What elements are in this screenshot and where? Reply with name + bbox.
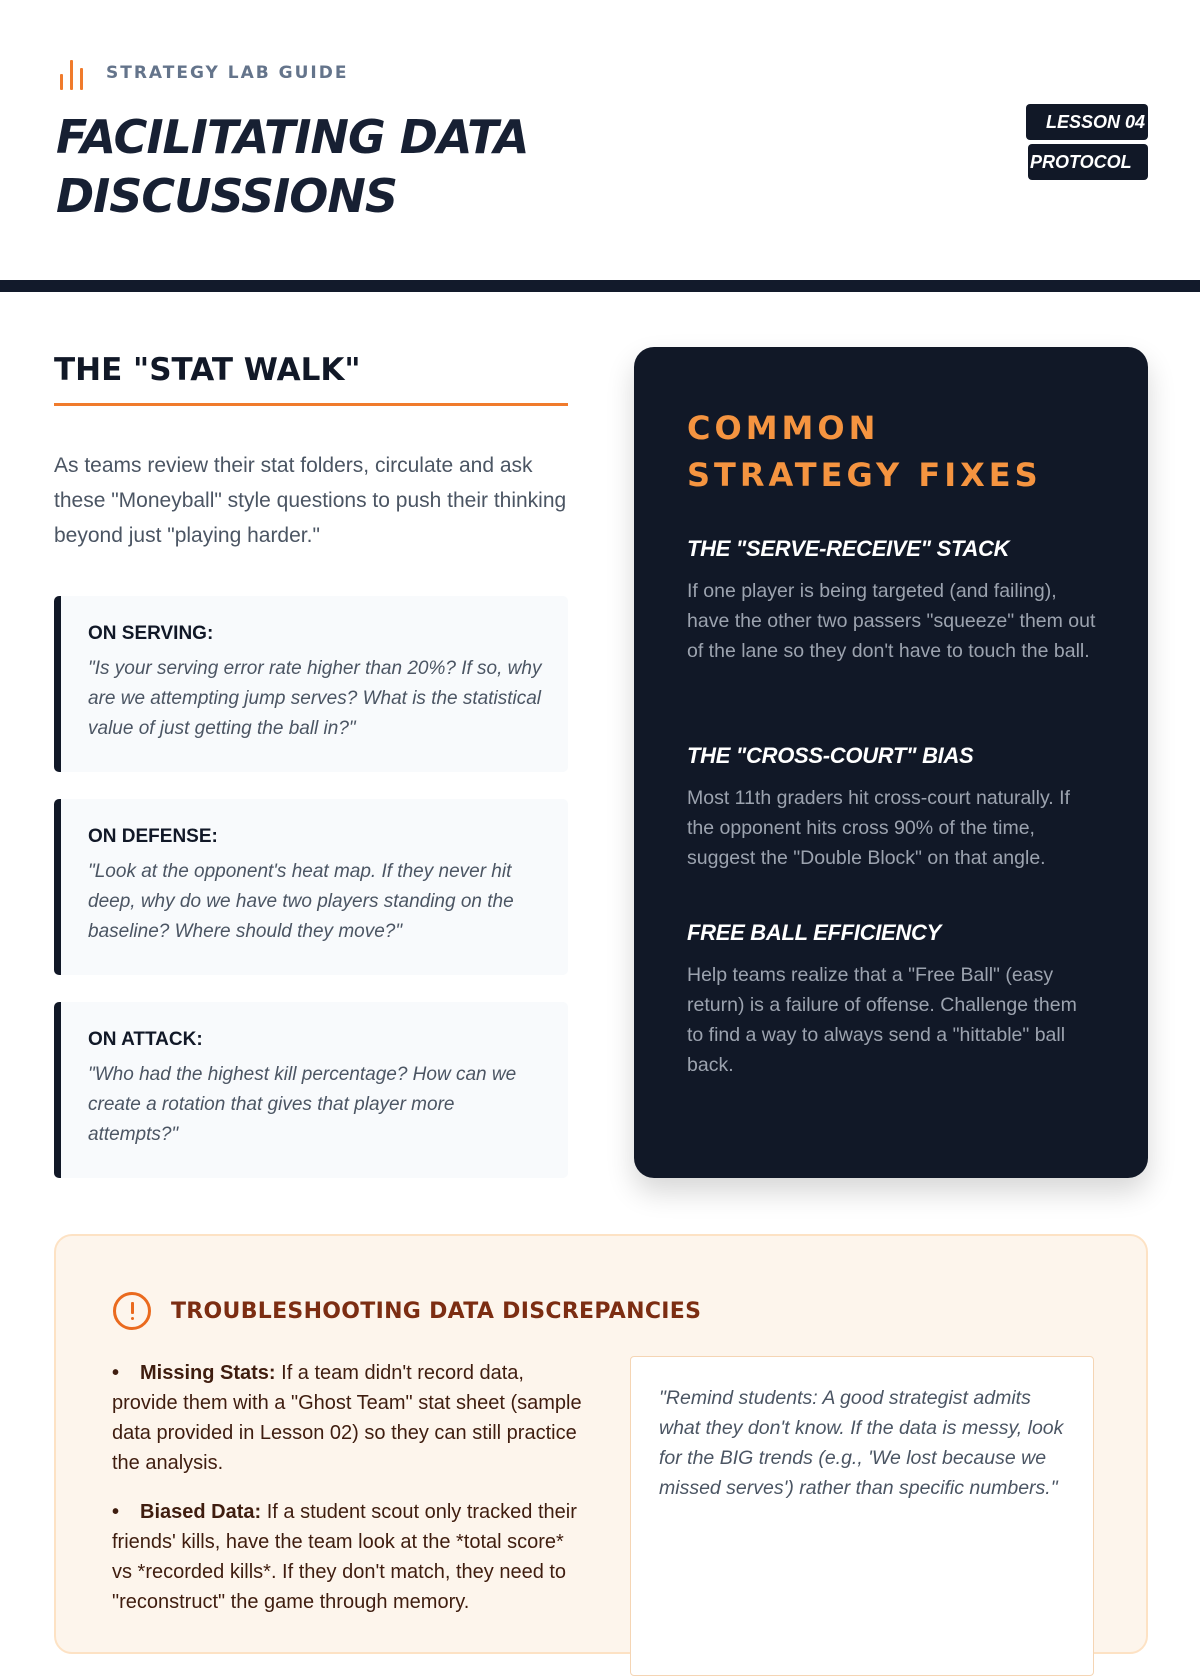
lesson-badges (1026, 104, 1148, 184)
fixes-title-line-1: COMMON (687, 409, 880, 447)
question-label: ON DEFENSE: (88, 826, 218, 847)
fix-title: FREE BALL EFFICIENCY (687, 920, 941, 945)
question-label: ON ATTACK: (88, 1029, 203, 1050)
fix-text: Help teams realize that a "Free Ball" (easy return) is a failure of offense. Challenge them to find a way to always send a "hittable" ball back. (687, 964, 1077, 1076)
strategy-fixes-title (687, 405, 1096, 499)
troubleshooting-header (113, 1292, 701, 1330)
question-text: "Who had the highest kill percentage? How can we create a rotation that gives that player more attempts?" (88, 1064, 517, 1145)
troubleshooting-section (54, 1234, 1148, 1654)
fix-item (687, 534, 1097, 666)
item-label: Biased Data: (140, 1501, 262, 1523)
fix-text: If one player is being targeted (and failing), have the other two passers "squeeze" them out of the lane so they don't have to touch the ball. (687, 580, 1096, 662)
lesson-badge: LESSON 04 (1026, 104, 1148, 140)
question-card-serving (54, 596, 568, 772)
question-text: "Look at the opponent's heat map. If they never hit deep, why do we have two players standing on the baseline? Where should they move?" (88, 861, 514, 942)
question-text: "Is your serving error rate higher than 20%? If so, why are we attempting jump serves? What is the statistical value of just getting the ball in?" (88, 658, 542, 739)
strategy-fixes-panel (634, 347, 1148, 1178)
stat-walk-title: THE "STAT WALK" (54, 340, 568, 406)
troubleshooting-title: TROUBLESHOOTING DATA DISCREPANCIES (171, 1298, 702, 1324)
fix-title: THE "SERVE-RECEIVE" STACK (687, 536, 1010, 561)
troubleshooting-list (112, 1358, 582, 1636)
page-title (56, 108, 529, 226)
fix-item (687, 741, 1097, 873)
protocol-badge: PROTOCOL (1028, 144, 1148, 180)
stat-walk-section (54, 340, 568, 553)
reminder-quote: "Remind students: A good strategist admits what they don't know. If the data is messy, look for the BIG trends (e.g., 'We lost because we missed serves') rather than specific numbers." (630, 1356, 1094, 1676)
bar-chart-icon (58, 56, 90, 90)
title-line-1: FACILITATING DATA (56, 110, 529, 164)
item-text: If a student scout only tracked their friends' kills, have the team look at the *total score* vs *recorded kills*. If they don't match, they need to "reconstruct" the game through memory. (112, 1501, 577, 1613)
kicker-text: STRATEGY LAB GUIDE (106, 63, 349, 83)
page-header (0, 0, 1200, 292)
item-label: Missing Stats: (140, 1362, 276, 1384)
fix-item (687, 918, 1097, 1080)
list-item (112, 1497, 582, 1617)
question-card-defense (54, 799, 568, 975)
stat-walk-intro: As teams review their stat folders, circulate and ask these "Moneyball" style questions to push their thinking beyond just "playing harder." (54, 454, 567, 547)
list-item (112, 1358, 582, 1478)
guide-kicker (58, 56, 348, 90)
fix-text: Most 11th graders hit cross-court naturally. If the opponent hits cross 90% of the time, suggest the "Double Block" on that angle. (687, 787, 1070, 869)
question-label: ON SERVING: (88, 623, 214, 644)
item-text: If a team didn't record data, provide them with a "Ghost Team" stat sheet (sample data provided in Lesson 02) so they can still practice the analysis. (112, 1362, 582, 1474)
fix-title: THE "CROSS-COURT" BIAS (687, 743, 974, 768)
fixes-title-line-2: STRATEGY FIXES (687, 456, 1042, 494)
question-card-attack (54, 1002, 568, 1178)
title-line-2: DISCUSSIONS (56, 169, 398, 223)
alert-icon (113, 1292, 151, 1330)
header-divider (0, 280, 1200, 292)
